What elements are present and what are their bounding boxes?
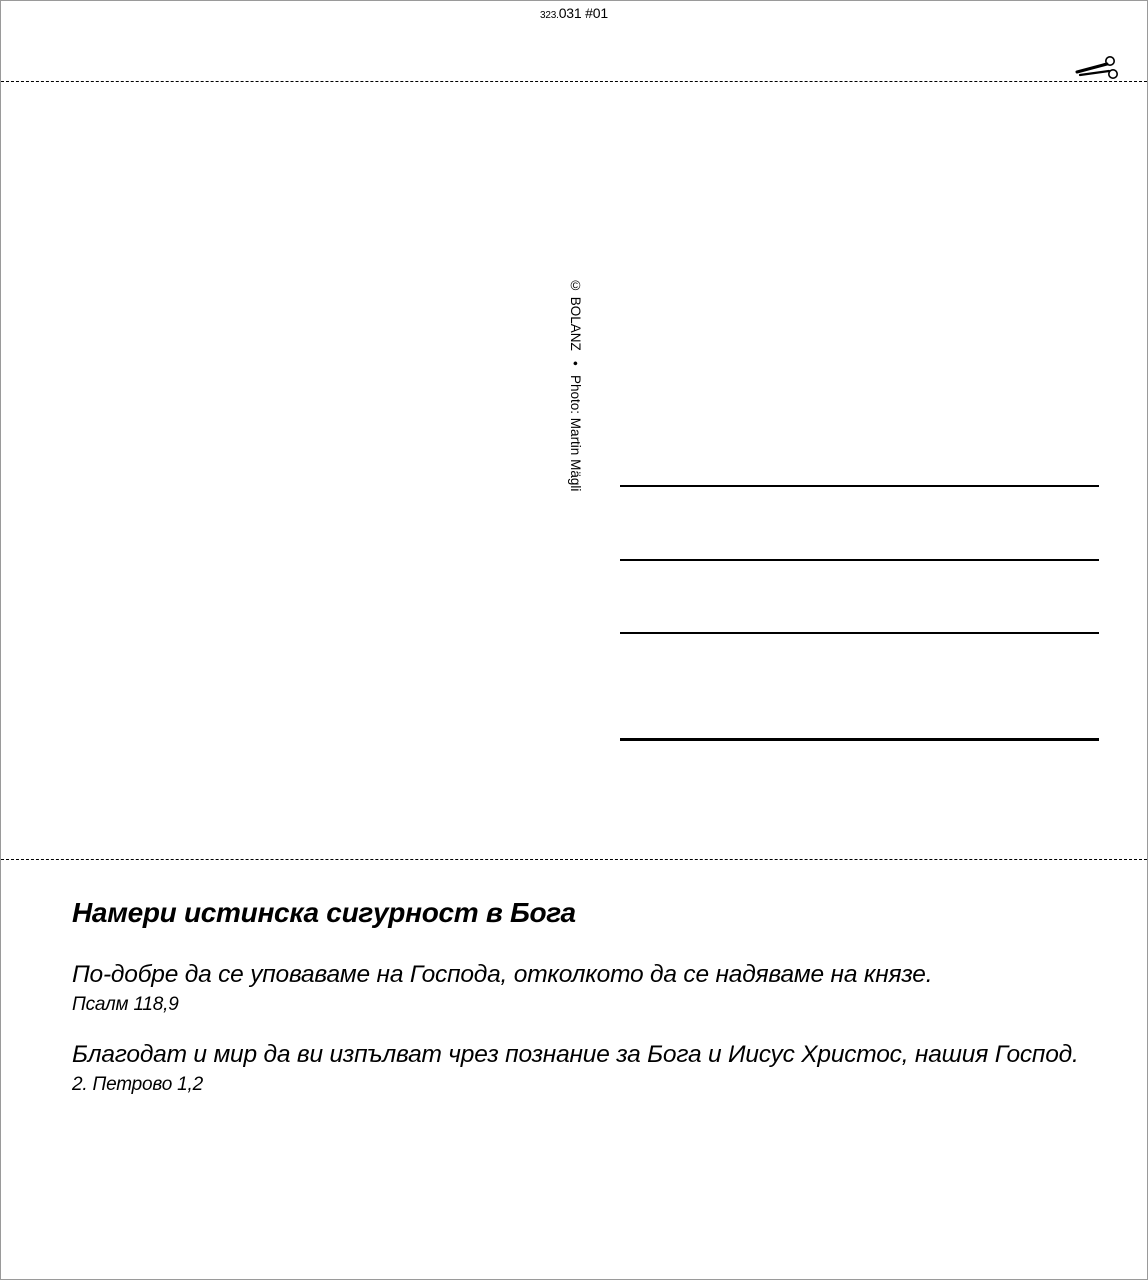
verse-text: По-добре да се уповаваме на Господа, отколкото да се надяваме на князе.: [72, 961, 933, 988]
address-line-3: [620, 632, 1099, 634]
product-code-number: 031 #01: [558, 5, 608, 21]
verse-reference: 2. Петрово 1,2: [72, 1074, 203, 1095]
verse-text: Благодат и мир да ви изпълват чрез познание за Бога и Иисус Христос, нашия Господ.: [72, 1041, 1079, 1068]
address-line-2: [620, 559, 1099, 561]
copyright-text: © BOLANZ: [568, 278, 583, 351]
verse-entry: [72, 1038, 1112, 1098]
address-line-1: [620, 485, 1099, 487]
card-text-block: [72, 893, 1112, 1118]
product-code: [0, 5, 1148, 21]
bottom-cut-line: [1, 859, 1147, 860]
product-code-prefix: 323.: [540, 10, 559, 21]
scissors-icon: [1074, 53, 1120, 83]
card-title: Намери истинска сигурност в Бога: [72, 897, 576, 928]
photo-credit-text: Photo: Martin Mägli: [568, 375, 583, 492]
photo-credit: [568, 278, 583, 491]
verse-entry: [72, 958, 1112, 1018]
top-cut-line: [1, 81, 1147, 82]
verse-reference: Псалм 118,9: [72, 994, 179, 1015]
credit-separator: •: [568, 360, 583, 366]
address-line-4: [620, 738, 1099, 741]
